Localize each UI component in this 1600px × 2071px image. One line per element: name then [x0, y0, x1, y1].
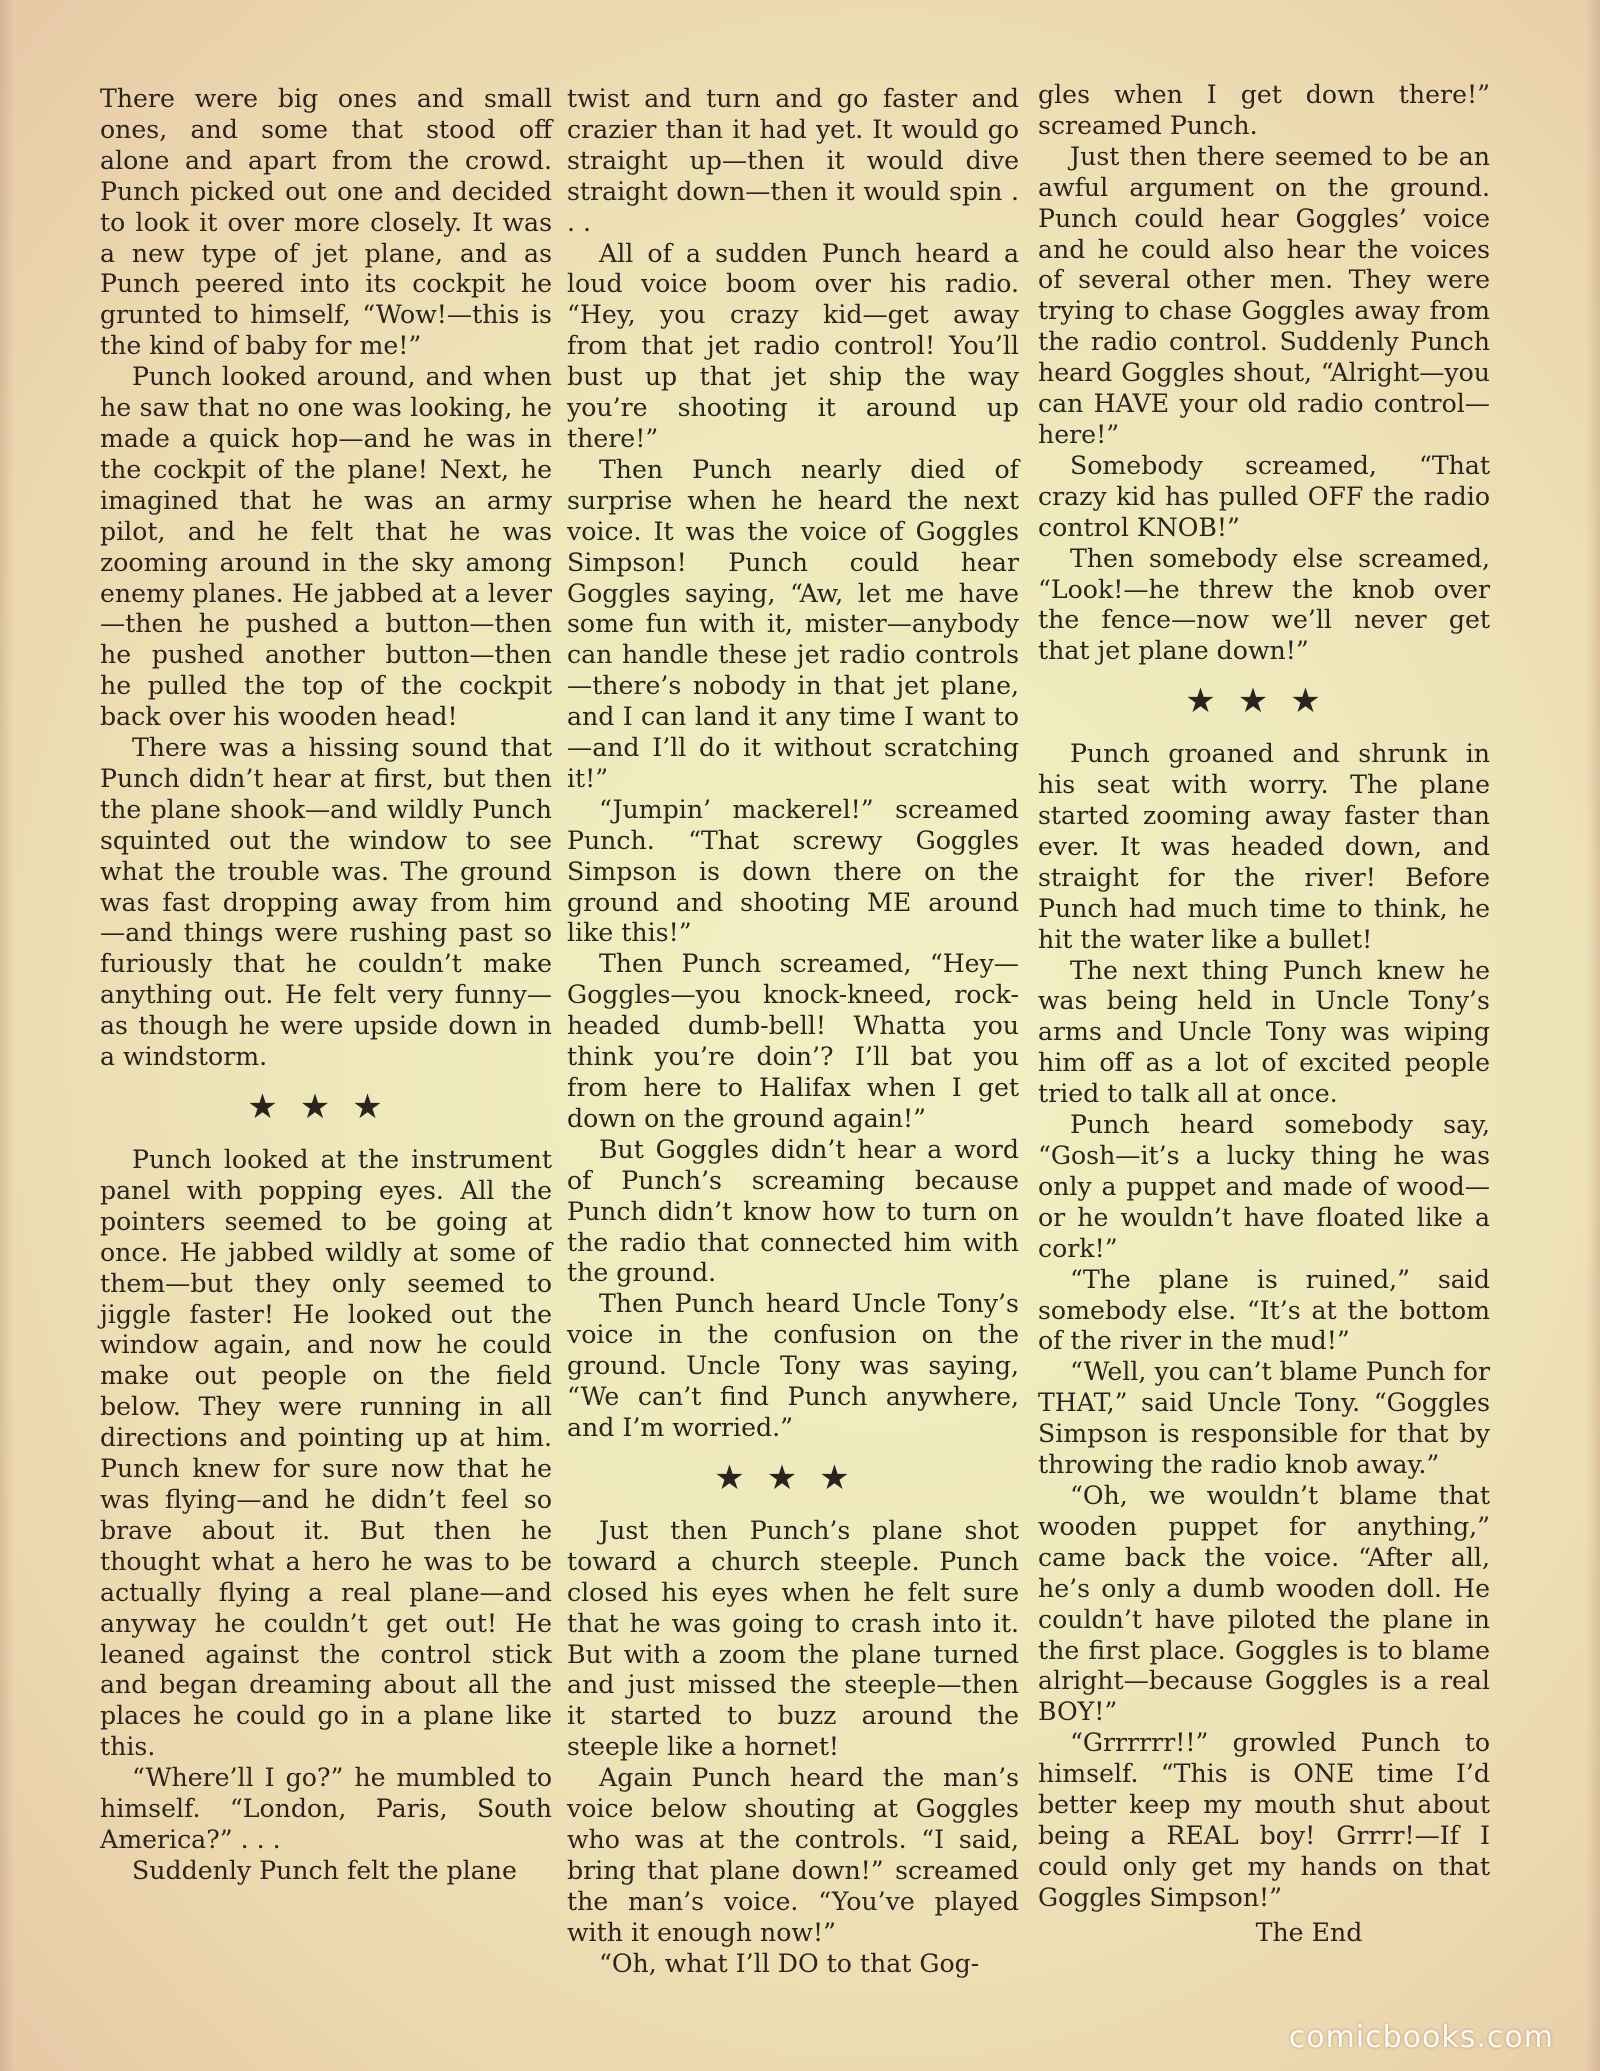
paragraph: “Well, you can’t blame Punch for THAT,” said Uncle Tony. “Goggles Simpson is responsible for that by throwing the radio knob away.”: [1038, 1357, 1490, 1480]
text-column-1: [100, 84, 552, 1887]
paragraph: “Jumpin’ mackerel!” screamed Punch. “That screwy Goggles Simpson is down there on the ground and shooting ME around like this!”: [567, 794, 1019, 948]
text-column-3: [1038, 80, 1490, 1949]
paragraph: twist and turn and go faster and crazier than it had yet. It would go straight up—then it would dive straight down—then it would spin . . .: [567, 84, 1019, 237]
paragraph: There were big ones and small ones, and some that stood off alone and apart from the crowd. Punch picked out one and decided to look it over more closely. It was a new type of jet plane, and as Punch peered into its cockpit he grunted to himself, “Wow!—this is the kind of baby for me!”: [100, 84, 552, 361]
site-watermark: comicbooks.com: [1288, 2020, 1554, 2055]
paragraph: Punch looked at the instrument panel with popping eyes. All the pointers seemed to be going at once. He jabbed wildly at some of them—but they only seemed to jiggle faster! He looked out the window again, and now he could make out people on the field below. They were running in all directions and pointing up at him. Punch knew for sure now that he was flying—and he didn’t feel so brave about it. But then he thought what a hero he was to be actually flying a real plane—and anyway he couldn’t get out! He leaned against the control stick and began dreaming about all the places he could go in a plane like this.: [100, 1145, 552, 1762]
paragraph: But Goggles didn’t hear a word of Punch’s screaming because Punch didn’t know how to turn on the radio that connected him with the ground.: [567, 1134, 1019, 1288]
paragraph: Punch looked around, and when he saw that no one was looking, he made a quick hop—and he was in the cockpit of the plane! Next, he imagined that he was an army pilot, and he felt that he was zooming around in the sky among enemy planes. He jabbed at a lever—then he pushed a button—then he pushed another button—then he pulled the top of the cockpit back over his wooden head!: [100, 362, 552, 732]
paragraph: “Oh, we wouldn’t blame that wooden puppet for anything,” came back the voice. “After all, he’s only a dumb wooden doll. He couldn’t have piloted the plane in the first place. Goggles is to blame alright—because Goggles is a real BOY!”: [1038, 1480, 1490, 1727]
paragraph: Punch heard somebody say, “Gosh—it’s a lucky thing he was only a puppet and made of wood—or he wouldn’t have floated like a cork!”: [1038, 1110, 1490, 1263]
section-break-stars: ★★★: [714, 1457, 872, 1498]
the-end-label: The End: [1255, 1917, 1363, 1947]
paragraph: There was a hissing sound that Punch didn’t hear at first, but then the plane shook—and wildly Punch squinted out the window to see what the trouble was. The ground was fast dropping away from him—and things were rushing past so furiously that he couldn’t make anything out. He felt very funny—as though he were upside down in a windstorm.: [100, 733, 552, 1072]
text-column-2: [567, 84, 1019, 1979]
paragraph: All of a sudden Punch heard a loud voice boom over his radio. “Hey, you crazy kid—get away from that jet radio control! You’ll bust up that jet ship the way you’re shooting it around up there!”: [567, 238, 1019, 453]
paragraph: “Where’ll I go?” he mumbled to himself. “London, Paris, South America?” . . .: [100, 1763, 552, 1854]
paragraph: Again Punch heard the man’s voice below shouting at Goggles who was at the controls. “I said, bring that plane down!” screamed the man’s voice. “You’ve played with it enough now!”: [567, 1763, 1019, 1947]
paragraph: The next thing Punch knew he was being held in Uncle Tony’s arms and Uncle Tony was wiping him off as a lot of excited people tried to talk all at once.: [1038, 955, 1490, 1109]
paragraph: “Grrrrrr!!” growled Punch to himself. “This is ONE time I’d better keep my mouth shut about being a REAL boy! Grrrr!—If I could only get my hands on that Goggles Simpson!”: [1038, 1728, 1490, 1912]
paragraph: Somebody screamed, “That crazy kid has pulled OFF the radio control KNOB!”: [1038, 450, 1490, 542]
paragraph: gles when I get down there!” screamed Punch.: [1038, 80, 1490, 140]
paragraph: Suddenly Punch felt the plane: [132, 1855, 517, 1885]
paragraph: “The plane is ruined,” said somebody else. “It’s at the bottom of the river in the mud!”: [1038, 1264, 1490, 1356]
paragraph: Then Punch nearly died of surprise when he heard the next voice. It was the voice of Goggles Simpson! Punch could hear Goggles saying, “Aw, let me have some fun with it, mister—anybody can handle these jet radio controls—there’s nobody in that jet plane, and I can land it any time I want to—and I’ll do it without scratching it!”: [567, 454, 1019, 793]
paragraph: Just then Punch’s plane shot toward a church steeple. Punch closed his eyes when he felt sure that he was going to crash into it. But with a zoom the plane turned and just missed the steeple—then it started to buzz around the steeple like a hornet!: [567, 1515, 1019, 1762]
page-edge-shadow-left: [0, 0, 14, 2071]
paragraph: Just then there seemed to be an awful argument on the ground. Punch could hear Goggles’ voice and he could also hear the voices of several other men. They were trying to chase Goggles away from the radio control. Suddenly Punch heard Goggles shout, “Alright—you can HAVE your old radio control—here!”: [1038, 141, 1490, 449]
paragraph: Then Punch screamed, “Hey—Goggles—you knock-kneed, rock-headed dumb-bell! Whatta you think you’re doin’? I’ll bat you from here to Halifax when I get down on the ground again!”: [567, 949, 1019, 1133]
page-edge-shadow-right: [1586, 0, 1600, 2071]
paragraph: Then Punch heard Uncle Tony’s voice in the confusion on the ground. Uncle Tony was saying, “We can’t find Punch anywhere, and I’m worried.”: [567, 1289, 1019, 1442]
section-break-stars: ★★★: [247, 1087, 405, 1127]
paragraph: Punch groaned and shrunk in his seat with worry. The plane started zooming away faster than ever. It was headed down, and straight for the river! Before Punch had much time to think, he hit the water like a bullet!: [1038, 739, 1490, 954]
section-break-stars: ★★★: [1185, 681, 1343, 722]
paragraph: Then somebody else screamed, “Look!—he threw the knob over the fence—now we’ll never get that jet plane down!”: [1038, 543, 1490, 666]
paragraph: “Oh, what I’ll DO to that Gog-: [599, 1948, 980, 1978]
